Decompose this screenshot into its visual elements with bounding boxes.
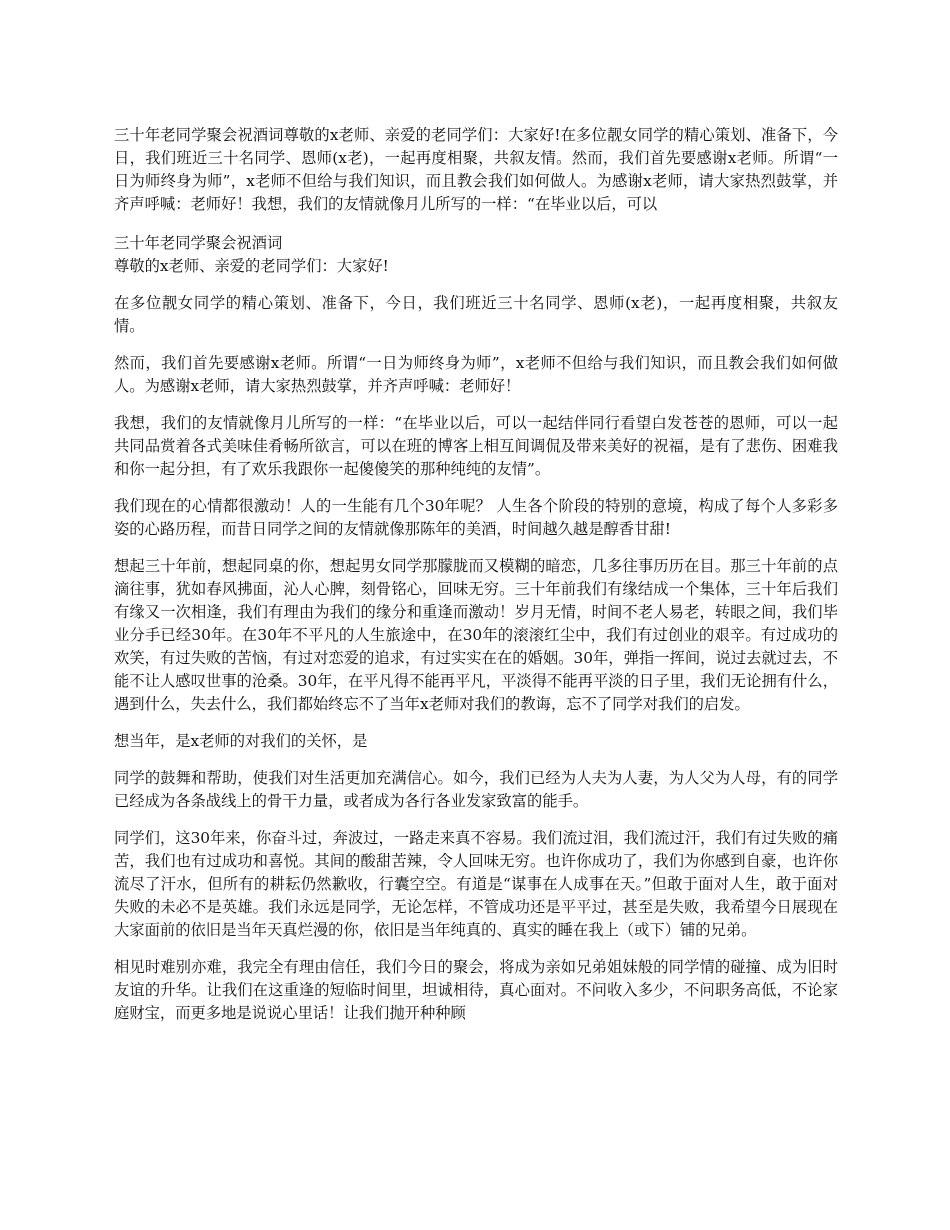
document-summary: 三十年老同学聚会祝酒词尊敬的x老师、亲爱的老同学们：大家好!在多位靓女同学的精心策划、准备下，今日，我们班近三十名同学、恩师(x老)，一起再度相聚，共叙友情。然而，我们首先要感谢x老师。所谓“一日为师终身为师”，x老师不但给与我们知识，而且教会我们如何做人。为感谢x老师，请大家热烈鼓掌，并齐声呼喊：老师好！我想，我们的友情就像月儿所写的一样：“在毕业以后，可以 <box>114 126 838 213</box>
paragraph: 然而，我们首先要感谢x老师。所谓“一日为师终身为师”，x老师不但给与我们知识，而且教会我们如何做人。为感谢x老师，请大家热烈鼓掌，并齐声呼喊：老师好！ <box>114 354 838 395</box>
paragraph: 想当年，是x老师的对我们的关怀，是 <box>114 732 368 750</box>
greeting: 尊敬的x老师、亲爱的老同学们：大家好! <box>114 257 389 275</box>
paragraph: 我们现在的心情都很激动！人的一生能有几个30年呢？ 人生各个阶段的特别的意境，构成了每个人多彩多姿的心路历程，而昔日同学之间的友情就像那陈年的美酒，时间越久越是醇香甘甜! <box>114 497 838 538</box>
paragraph: 想起三十年前，想起同桌的你，想起男女同学那朦胧而又模糊的暗恋，几多往事历历在目。那三十年前的点滴往事，犹如春风拂面，沁人心脾，刻骨铭心，回味无穷。三十年前我们有缘结成一个集体，三十年后我们有缘又一次相逢，我们有理由为我们的缘分和重逢而激动！岁月无情，时间不老人易老，转眼之间，我们毕业分手已经30年。在30年不平凡的人生旅途中，在30年的滚滚红尘中，我们有过创业的艰辛。有过成功的欢笑，有过失败的苦恼，有过对恋爱的追求，有过实实在在的婚姻。30年，弹指一挥间，说过去就过去，不能不让人感叹世事的沧桑。30年，在平凡得不能再平凡，平淡得不能再平淡的日子里，我们无论拥有什么，遇到什么，失去什么，我们都始终忘不了当年x老师对我们的教诲，忘不了同学对我们的启发。 <box>114 557 838 713</box>
paragraph: 我想，我们的友情就像月儿所写的一样：“在毕业以后，可以一起结伴同行看望白发苍苍的恩师，可以一起共同品赏着各式美味佳肴畅所欲言，可以在班的博客上相互间调侃及带来美好的祝福，是有了悲伤、困难我和你一起分担，有了欢乐我跟你一起傻傻笑的那种纯纯的友情”。 <box>114 414 838 478</box>
paragraph: 同学的鼓舞和帮助，使我们对生活更加充满信心。如今，我们已经为人夫为人妻，为人父为人母，有的同学已经成为各条战线上的骨干力量，或者成为各行各业发家致富的能手。 <box>114 769 838 810</box>
paragraph: 同学们，这30年来，你奋斗过，奔波过，一路走来真不容易。我们流过泪，我们流过汗，我们有过失败的痛苦，我们也有过成功和喜悦。其间的酸甜苦辣，令人回味无穷。也许你成功了，我们为你感到自豪，也许你流尽了汗水，但所有的耕耘仍然歉收，行囊空空。有道是“谋事在人成事在天。”但敢于面对人生，敢于面对失败的未必不是英雄。我们永远是同学，无论怎样，不管成功还是平平过，甚至是失败，我希望今日展现在大家面前的依旧是当年天真烂漫的你，依旧是当年纯真的、真实的睡在我上（或下）铺的兄弟。 <box>114 829 838 939</box>
paragraph: 相见时难别亦难，我完全有理由信任，我们今日的聚会，将成为亲如兄弟姐妹般的同学情的碰撞、成为旧时友谊的升华。让我们在这重逢的短临时间里，坦诚相待，真心面对。不问收入多少，不问职务高低，不论家庭财宝，而更多地是说说心里话！让我们抛开种种顾 <box>114 958 838 1022</box>
document-title: 三十年老同学聚会祝酒词 <box>114 234 283 252</box>
paragraph: 在多位靓女同学的精心策划、准备下，今日，我们班近三十名同学、恩师(x老)，一起再度相聚，共叙友情。 <box>114 294 838 335</box>
document-body <box>114 124 838 1039</box>
